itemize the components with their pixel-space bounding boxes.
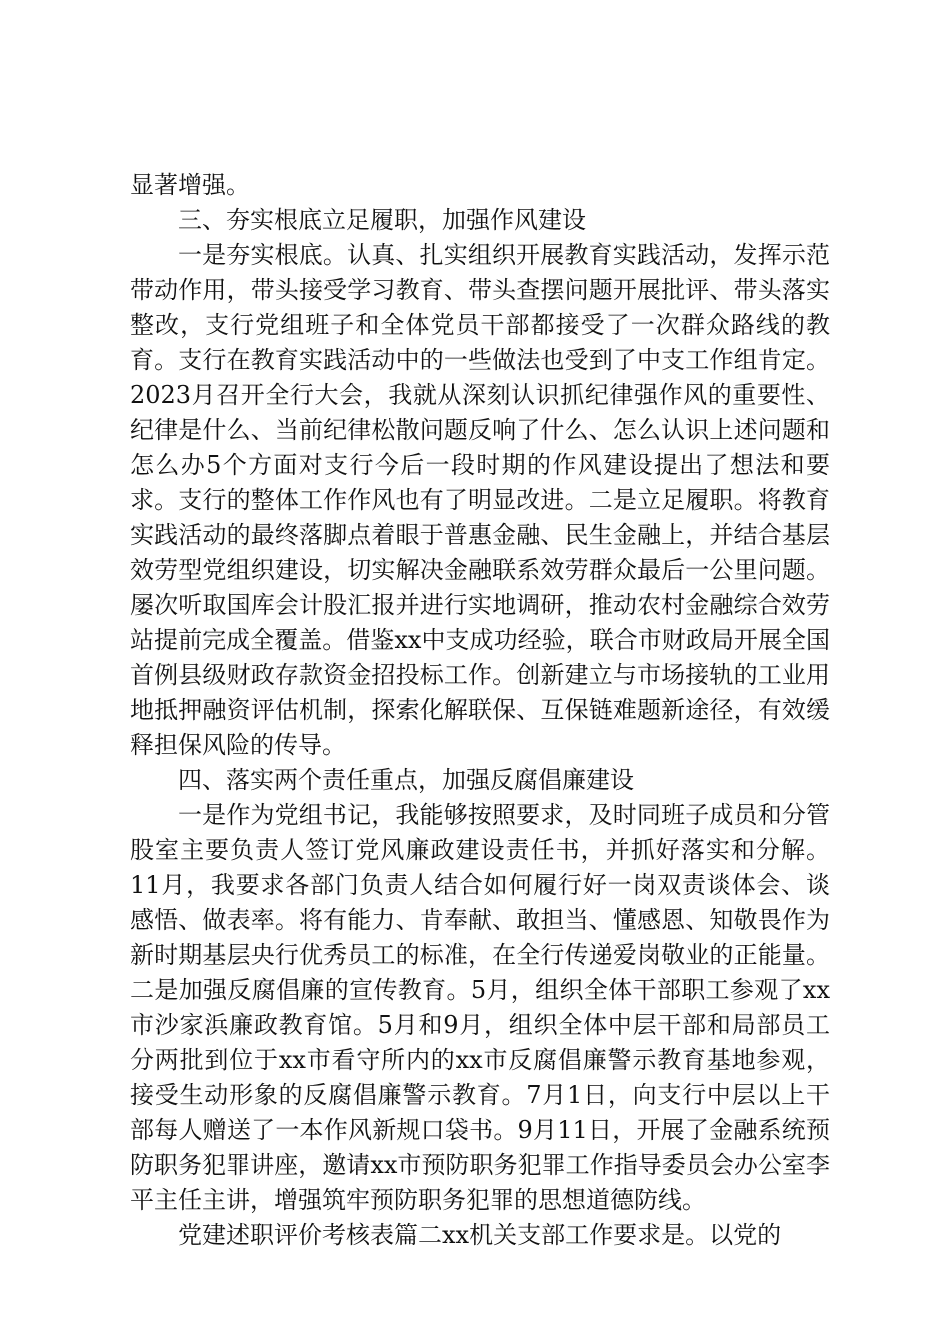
paragraph-section-four-body: 一是作为党组书记，我能够按照要求，及时同班子成员和分管股室主要负责人签订党风廉政建设责任书，并抓好落实和分解。11月，我要求各部门负责人结合如何履行好一岗双责谈体会、谈感悟、做表率。将有能力、肯奉献、敢担当、懂感恩、知敬畏作为新时期基层央行优秀员工的标准，在全行传递爱岗敬业的正能量。二是加强反腐倡廉的宣传教育。5月，组织全体干部职工参观了xx市沙家浜廉政教育馆。5月和9月，组织全体中层干部和局部员工分两批到位于xx市看守所内的xx市反腐倡廉警示教育基地参观，接受生动形象的反腐倡廉警示教育。7月1日，向支行中层以上干部每人赠送了一本作风新规口袋书。9月11日，开展了金融系统预防职务犯罪讲座，邀请xx市预防职务犯罪工作指导委员会办公室李平主任主讲，增强筑牢预防职务犯罪的思想道德防线。 (130, 801, 830, 1214)
paragraph-continuation: 显著增强。 (130, 171, 250, 199)
section-heading-three: 三、夯实根底立足履职，加强作风建设 (178, 206, 586, 234)
document-page (130, 168, 830, 1253)
paragraph-part-two-intro: 党建述职评价考核表篇二xx机关支部工作要求是。以党的 (178, 1221, 782, 1249)
section-heading-four: 四、落实两个责任重点，加强反腐倡廉建设 (178, 766, 634, 794)
paragraph-section-three-body: 一是夯实根底。认真、扎实组织开展教育实践活动，发挥示范带动作用，带头接受学习教育、带头查摆问题开展批评、带头落实整改，支行党组班子和全体党员干部都接受了一次群众路线的教育。支行在教育实践活动中的一些做法也受到了中支工作组肯定。2023月召开全行大会，我就从深刻认识抓纪律强作风的重要性、纪律是什么、当前纪律松散问题反响了什么、怎么认识上述问题和怎么办5个方面对支行今后一段时期的作风建设提出了想法和要求。支行的整体工作作风也有了明显改进。二是立足履职。将教育实践活动的最终落脚点着眼于普惠金融、民生金融上，并结合基层效劳型党组织建设，切实解决金融联系效劳群众最后一公里问题。屡次听取国库会计股汇报并进行实地调研，推动农村金融综合效劳站提前完成全覆盖。借鉴xx中支成功经验，联合市财政局开展全国首例县级财政存款资金招投标工作。创新建立与市场接轨的工业用地抵押融资评估机制，探索化解联保、互保链难题新途径，有效缓释担保风险的传导。 (130, 241, 830, 759)
